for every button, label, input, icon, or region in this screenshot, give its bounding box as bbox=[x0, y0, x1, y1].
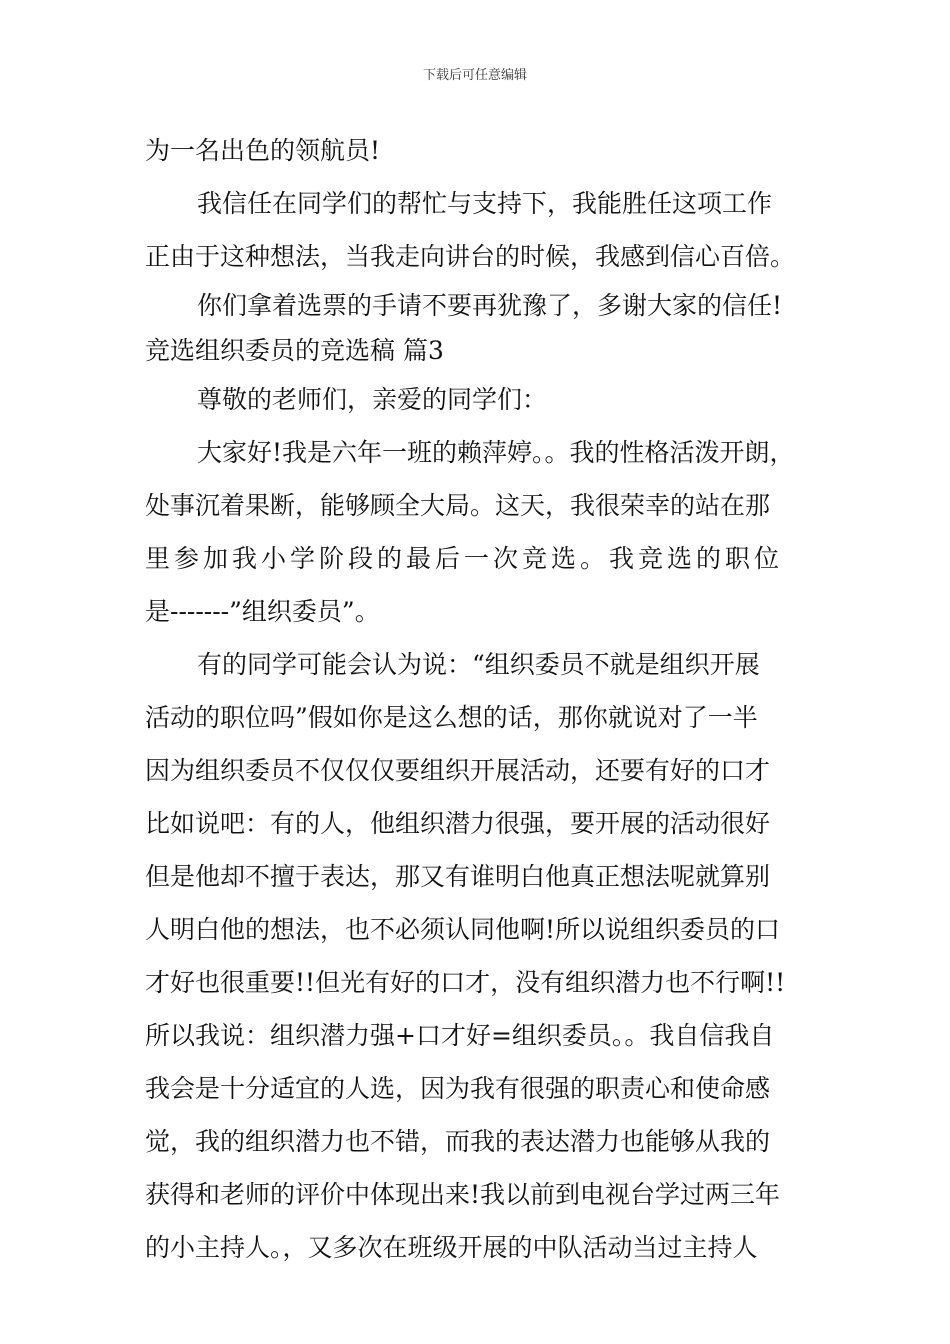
text-line: 但是他却不擅于表达，那又有谁明白他真正想法呢就算别 bbox=[145, 862, 771, 891]
text-line: 觉，我的组织潜力也不错，而我的表达潜力也能够从我的 bbox=[145, 1127, 771, 1156]
text-line: 因为组织委员不仅仅仅要组织开展活动，还要有好的口才 bbox=[145, 756, 771, 785]
text-line: 是-------”组织委员”。 bbox=[145, 597, 380, 626]
text-line: 才好也很重要!!但光有好的口才，没有组织潜力也不行啊!! bbox=[145, 968, 786, 997]
text-line: 的小主持人。，又多次在班级开展的中队活动当过主持人 bbox=[145, 1233, 758, 1262]
text-line: 有的同学可能会认为说：“组织委员不就是组织开展 bbox=[197, 650, 760, 679]
text-line: 活动的职位吗”假如你是这么想的话，那你就说对了一半 bbox=[145, 703, 758, 732]
text-line: 正由于这种想法，当我走向讲台的时候，我感到信心百倍。 bbox=[145, 242, 796, 271]
section-title: 竞选组织委员的竞选稿 篇3 bbox=[145, 336, 444, 365]
text-line: 处事沉着果断，能够顾全大局。这天，我很荣幸的站在那 bbox=[145, 491, 771, 520]
text-line: 人明白他的想法，也不必须认同他啊!所以说组织委员的口 bbox=[145, 915, 781, 944]
salutation: 尊敬的老师们，亲爱的同学们： bbox=[197, 385, 548, 414]
text-line: 获得和老师的评价中体现出来!我以前到电视台学过两三年 bbox=[145, 1180, 781, 1209]
text-line: 比如说吧：有的人，他组织潜力很强，要开展的活动很好 bbox=[145, 809, 771, 838]
text-line: 你们拿着选票的手请不要再犹豫了，多谢大家的信任! bbox=[197, 291, 783, 320]
text-line: 里参加我小学阶段的最后一次竞选。我竞选的职位 bbox=[145, 544, 784, 573]
text-line: 大家好!我是六年一班的赖萍婷。。我的性格活泼开朗， bbox=[197, 438, 795, 467]
text-line: 所以我说：组织潜力强+口才好=组织委员。。我自信我自 bbox=[145, 1021, 775, 1050]
text-line: 我信任在同学们的帮忙与支持下，我能胜任这项工作 bbox=[197, 189, 773, 218]
text-line: 我会是十分适宜的人选，因为我有很强的职责心和使命感 bbox=[145, 1074, 771, 1103]
text-line: 为一名出色的领航员! bbox=[145, 136, 381, 165]
document-body bbox=[145, 124, 845, 1274]
page-header-note: 下载后可任意编辑 bbox=[422, 68, 527, 83]
